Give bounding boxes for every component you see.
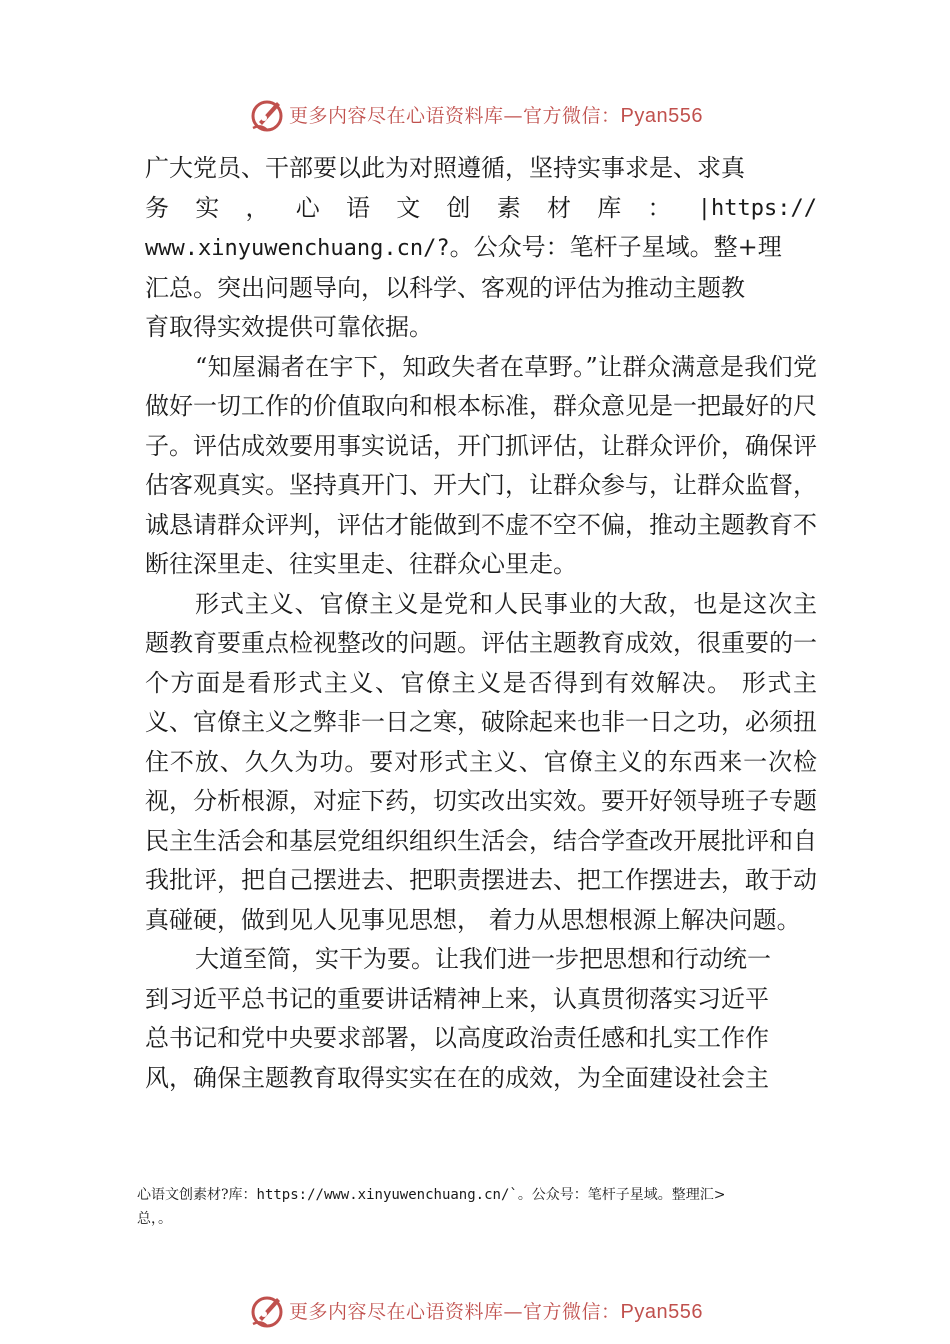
top-banner [0,94,950,134]
spread-char: 素 [496,193,521,222]
paragraph-1: 广大党员、干部要以此为对照遵循，坚持实事求是、求真 务 实 ， 心 语 文 创 素 材 库 ： |https:// www.xinyuwenchuang.cn/?。公众号：笔杆子星域。整+理 汇总。突出问题导向，以科学、客观的评估为推动主题教 育取得实效提供可靠依据。 [145,154,817,341]
pen-nib-logo-icon [247,94,287,134]
paragraph-3: 形式主义、官僚主义是党和人民事业的大敌，也是这次主题教育要重点检视整改的问题。评估主题教育成效，很重要的一个方面是看形式主义、官僚主义是否得到有效解决。 形式主义、官僚主义之弊非一日之寒，破除起来也非一日之功，必须扭住不放、久久为功。要对形式主义、官僚主义的东西来一次检视，分析根源，对症下药，切实改出实效。要开好领导班子专题民主生活会和基层党组织组织生活会，结合学查改开展批评和自我批评，把自己摆进去、把职责摆进去、把工作摆进去，敢于动真碰硬，做到见人见事见思想， 着力从思想根源上解决问题。 [145,589,817,934]
spread-char: ， [245,193,270,222]
wechat-id: Pyan556 [620,104,703,127]
wechat-id: Pyan556 [620,1300,703,1323]
spread-char: 务 [145,193,169,222]
spread-char: 材 [547,193,571,222]
spread-char: 语 [346,193,370,222]
spread-char: 文 [396,193,421,222]
spread-char: 创 [446,193,471,222]
spread-line [145,189,817,229]
paragraph-4: 大道至简，实干为要。让我们进一步把思想和行动统一 到习近平总书记的重要讲话精神上来，认真贯彻落实习近平 总书记和党中央要求部署，以高度政治责任感和扎实工作作 风，确保主题教育取得实实在在的成效，为全面建设社会主 [145,945,771,1092]
spread-char: 心 [295,193,320,222]
spread-char: |https:// [697,195,817,221]
footer-note: 心语文创素材?库：https://www.xinyuwenchuang.cn/`。公众号：笔杆子星域。整理汇> 总，。 [137,1187,726,1227]
document-body [145,149,817,1098]
bottom-banner [0,1290,950,1330]
spread-char: 库 [597,193,622,222]
paragraph-2: “知屋漏者在宇下，知政失者在草野。”让群众满意是我们党做好一切工作的价值取向和根本标准，群众意见是一把最好的尺子。评估成效要用事实说话，开门抓评估，让群众评价，确保评估客观真实。坚持真开门、开大门，让群众参与，让群众监督，诚恳请群众评判，评估才能做到不虚不空不偏，推动主题教育不断往深里走、往实里走、往群众心里走。 [145,352,817,578]
pen-nib-logo-icon [247,1290,287,1330]
spread-char: ： [647,193,672,222]
banner-title: 更多内容尽在心语资料库—官方微信：Pyan556 [289,104,703,127]
spread-char: 实 [195,193,220,222]
banner-title: 更多内容尽在心语资料库—官方微信：Pyan556 [289,1300,703,1323]
